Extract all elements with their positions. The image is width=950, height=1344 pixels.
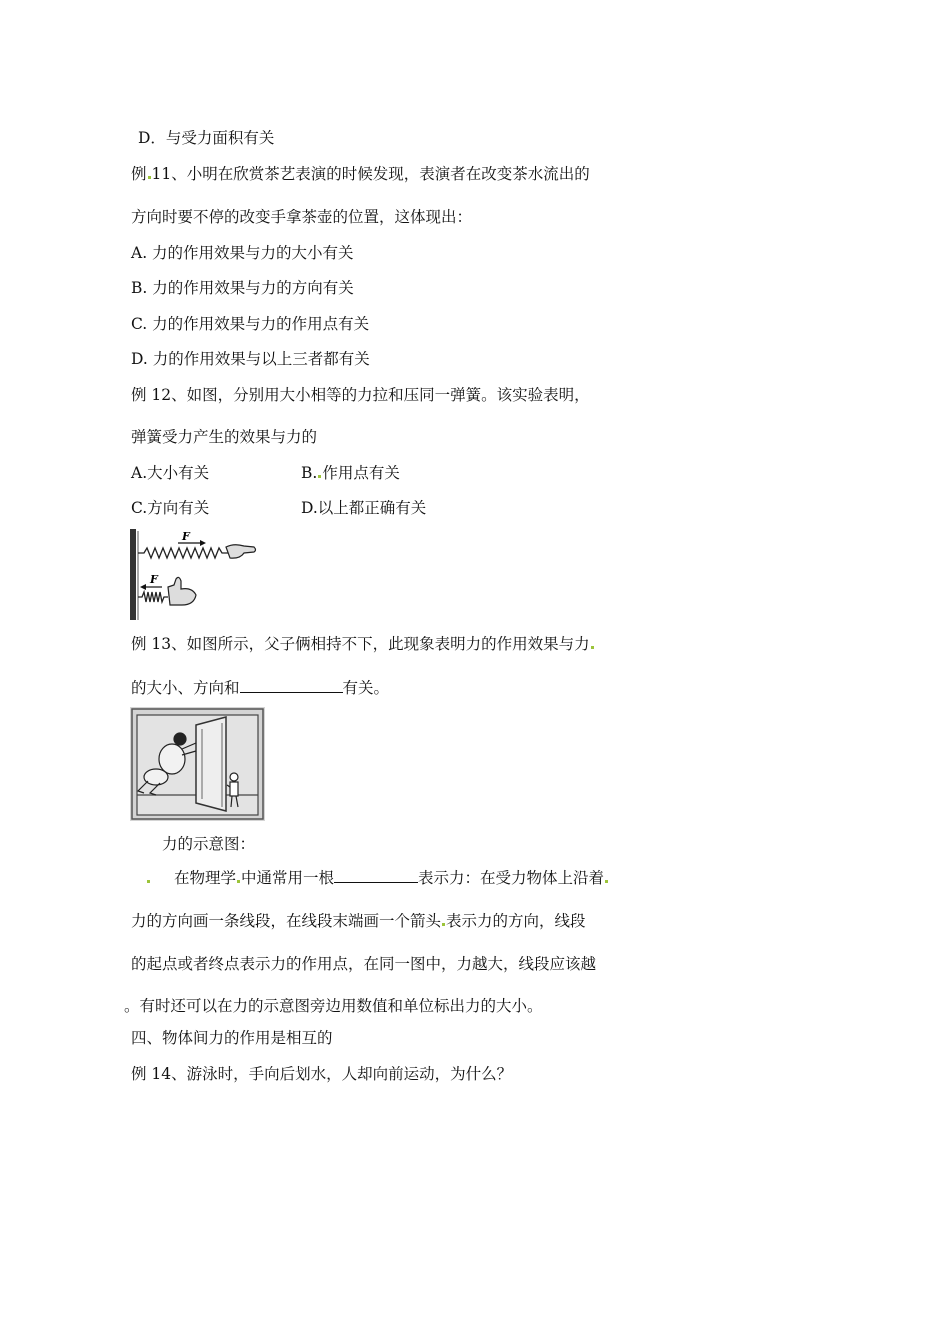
example-11-option-b: B. 力的作用效果与力的方向有关 — [131, 279, 354, 297]
force-label-bottom: F — [150, 573, 158, 586]
pulling-hand — [226, 545, 256, 558]
door-push-figure — [130, 707, 265, 821]
mark-dot — [605, 880, 608, 883]
example-11-text: 11、小明在欣赏茶艺表演的时候发现，表演者在改变茶水流出的 — [151, 165, 590, 183]
example-11-line-1 — [131, 163, 590, 185]
force-label-top: F — [182, 530, 190, 543]
force-diagram-line-4: 。有时还可以在力的示意图旁边用数值和单位标出力的大小。 — [124, 997, 543, 1015]
example-14: 例 14、游泳时，手向后划水，人却向前运动，为什么？ — [131, 1065, 513, 1083]
section-4-heading: 四、物体间力的作用是相互的 — [131, 1029, 333, 1047]
mark-dot — [318, 475, 321, 478]
force-diagram-line-2 — [131, 910, 586, 932]
example-12-option-c: C.方向有关 — [131, 499, 210, 517]
force-diagram-heading: 力的示意图： — [162, 835, 256, 853]
pushing-hand — [168, 577, 196, 605]
example-13-text-b: 有关。 — [342, 679, 390, 697]
compressed-spring — [138, 592, 168, 602]
example-11-option-a: A. 力的作用效果与力的大小有关 — [131, 244, 354, 262]
force-diagram-line-3: 的起点或者终点表示力的作用点，在同一图中，力越大，线段应该越 — [131, 955, 597, 973]
example-12-line-1: 例 12、如图，分别用大小相等的力拉和压同一弹簧。该实验表明， — [131, 386, 590, 404]
example-11-option-d: D. 力的作用效果与以上三者都有关 — [131, 350, 370, 368]
force-diagram-line-1 — [146, 866, 609, 889]
example-11-line-2: 方向时要不停的改变手拿茶壶的位置，这体现出： — [131, 208, 473, 226]
mark-dot — [147, 880, 150, 883]
example-13-text: 例 13、如图所示，父子俩相持不下，此现象表明力的作用效果与力 — [131, 635, 590, 653]
answer-blank[interactable] — [240, 676, 343, 693]
mark-dot — [148, 176, 151, 179]
force-text-c: 表示力：在受力物体上沿着 — [418, 869, 605, 887]
mark-dot — [591, 646, 594, 649]
example-11-prefix: 例 — [131, 165, 147, 183]
example-11-option-c: C. 力的作用效果与力的作用点有关 — [131, 315, 370, 333]
force-text-b: 中通常用一根 — [241, 869, 335, 887]
option-b-prefix: B. — [301, 464, 318, 482]
mark-dot — [442, 923, 445, 926]
example-13-text-a: 的大小、方向和 — [131, 679, 240, 697]
example-13-line-1 — [131, 633, 595, 655]
option-d-area: D．与受力面积有关 — [138, 129, 275, 147]
example-12-line-2: 弹簧受力产生的效果与力的 — [131, 428, 318, 446]
example-13-line-2 — [131, 676, 389, 699]
example-12-option-b — [301, 462, 400, 484]
spring-figure — [130, 529, 260, 620]
option-b-text: 作用点有关 — [322, 464, 400, 482]
example-12-option-d: D.以上都正确有关 — [301, 499, 427, 517]
force-text-a: 在物理学 — [174, 869, 237, 887]
force-text-d: 力的方向画一条线段，在线段末端画一个箭头 — [131, 912, 442, 930]
mark-dot — [237, 880, 240, 883]
force-text-e: 表示力的方向，线段 — [446, 912, 586, 930]
example-12-option-a: A.大小有关 — [131, 464, 210, 482]
stretched-spring — [138, 548, 228, 558]
answer-blank[interactable] — [334, 866, 418, 883]
